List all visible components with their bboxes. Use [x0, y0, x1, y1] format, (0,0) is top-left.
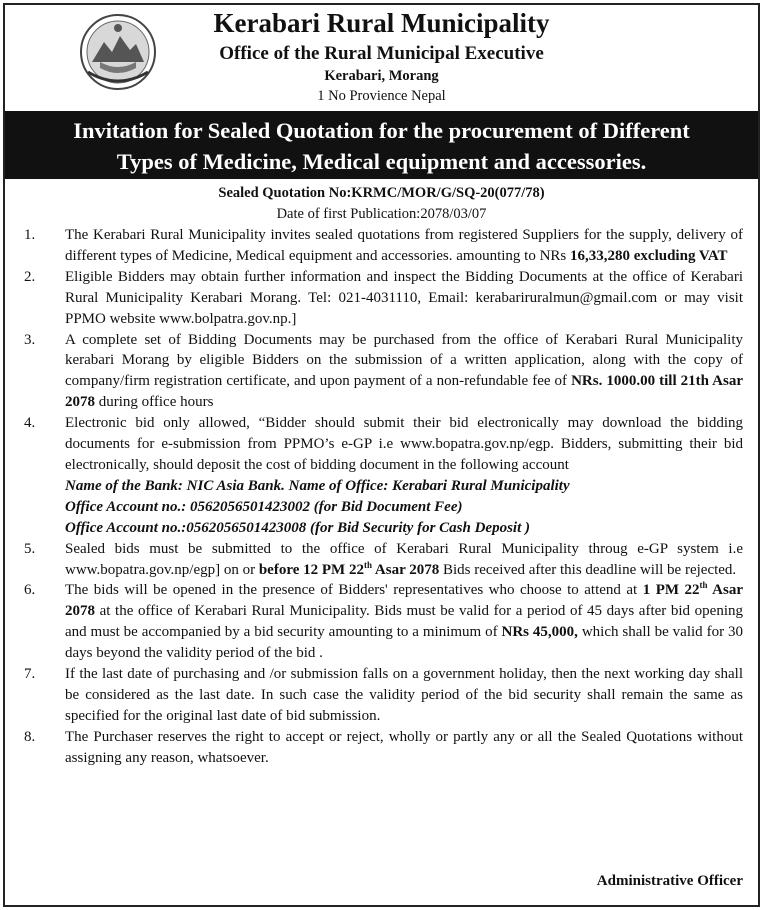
title-line-1: Invitation for Sealed Quotation for the procurement of Different	[73, 118, 690, 143]
quotation-number: Sealed Quotation No:KRMC/MOR/G/SQ-20(077/78)	[218, 185, 545, 201]
clause-7: 7. If the last date of purchasing and /or submission falls on a government holiday, then the next working day shall be considered as the last date. In such case the validity period of the bid security shall remain the same as specified for the original last date of bid submission.	[24, 666, 743, 724]
clause-1: 1. The Kerabari Rural Municipality invites sealed quotations from registered Suppliers for the supply, delivery of different types of Medicine, Medical equipment and accessories. amounting to NRs 16,33,280 excluding VAT	[24, 227, 743, 264]
clause-4: 4. Electronic bid only allowed, “Bidder should submit their bid electronically may download the bidding documents for e-submission from PPMO’s e-GP i.e www.bopatra.gov.np/egp. Bidders, submitting their bid electronically, should deposit the cost of bidding document in the following account Name of the Bank: NIC Asia Bank. Name of Office: Kerabari Rural Municipality Office Account no.: 0562056501423002 (for Bid Document Fee) Office Account no.:0562056501423008 (for Bid Security for Cash Deposit )	[0, 413, 763, 538]
clause-3: 3. A complete set of Bidding Documents may be purchased from the office of Kerabari Rural Municipality kerabari Morang by eligible Bidders on the submission of a written application, along with the copy of company/firm registration certificate, and upon payment of a non-refundable fee of NRs. 1000.00 till 21th Asar 2078 during office hours	[24, 331, 743, 411]
clause-2: 2. Eligible Bidders may obtain further information and inspect the Bidding Documents at the office of Kerabari Rural Municipality Kerabari Morang. Tel: 021-4031110, Email: kerabariruralmun@gmail.com or may visit PPMO website www.bolpatra.gov.np.]	[24, 268, 743, 327]
clause-8: 8. The Purchaser reserves the right to accept or reject, wholly or partly any or all the Sealed Quotations without assigning any reason, whatsoever.	[24, 728, 743, 766]
office-name: Office of the Rural Municipal Executive	[219, 43, 544, 64]
bid-security-account: Office Account no.:0562056501423008 (for Bid Security for Cash Deposit )	[65, 519, 530, 536]
signatory: Administrative Officer	[596, 873, 743, 889]
clause-list	[0, 225, 763, 769]
province-country: 1 No Provience Nepal	[317, 88, 446, 104]
quotation-meta	[0, 183, 763, 225]
office-location: Kerabari, Morang	[324, 68, 439, 84]
notice-title-banner	[5, 111, 758, 179]
clause-5: 5. Sealed bids must be submitted to the office of Kerabari Rural Municipality throug e-GP system i.e www.bopatra.gov.np/egp] on or before 12 PM 22th Asar 2078 Bids received after this deadline will be rejected.	[24, 540, 743, 578]
letterhead	[0, 0, 763, 110]
publication-date: Date of first Publication:2078/03/07	[276, 206, 487, 222]
org-name: Kerabari Rural Municipality	[213, 8, 550, 38]
bank-name: Name of the Bank: NIC Asia Bank. Name of Office: Kerabari Rural Municipality	[65, 477, 570, 494]
clause-6: 6. The bids will be opened in the presence of Bidders' representatives who choose to attend at 1 PM 22th Asar 2078 at the office of Kerabari Rural Municipality. Bids must be valid for a period of 45 days after bid opening and must be accompanied by a bid security amounting to a minimum of NRs 45,000, which shall be valid for 30 days beyond the validity period of the bid .	[24, 580, 743, 662]
title-line-2: Types of Medicine, Medical equipment and accessories.	[116, 149, 647, 174]
bid-fee-account: Office Account no.: 0562056501423002 (for Bid Document Fee)	[65, 498, 463, 515]
